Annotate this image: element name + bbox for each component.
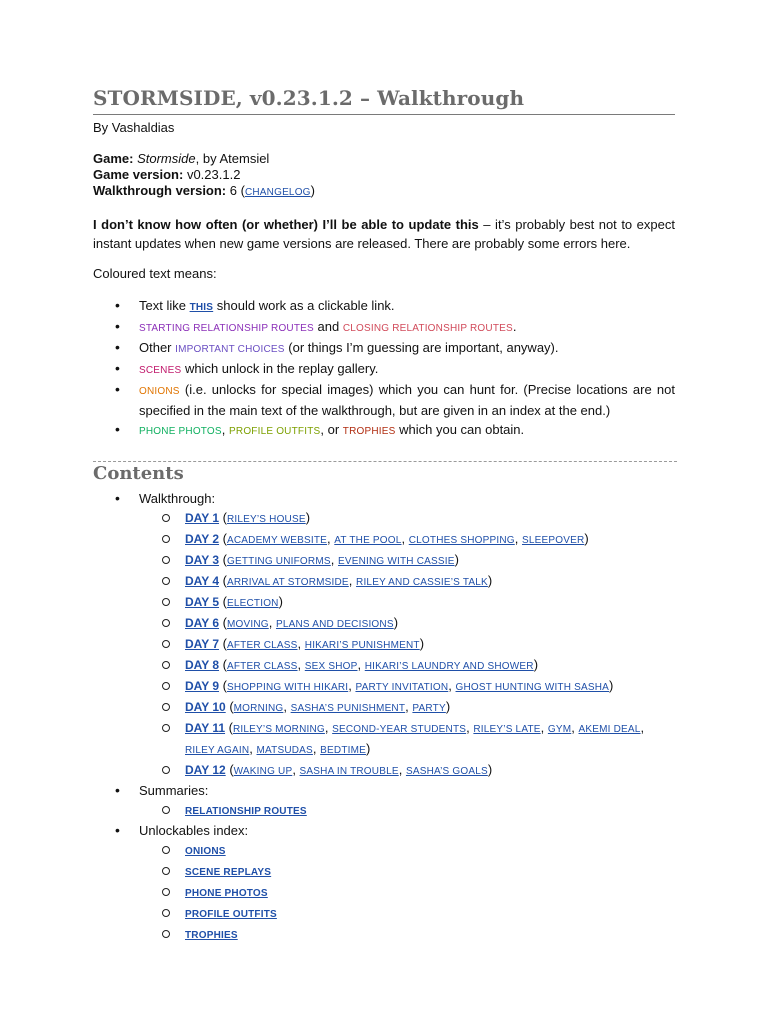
- scenes-label: SCENES: [139, 365, 182, 376]
- intro-paragraph: [93, 215, 675, 253]
- important-choices-label: IMPORTANT CHOICES: [175, 344, 285, 355]
- contents-heading: Contents: [93, 463, 184, 484]
- section-link[interactable]: SASHA IN TROUBLE: [299, 766, 399, 777]
- legend-item-links: [93, 296, 675, 317]
- document-title: STORMSIDE, v0.23.1.2 – Walkthrough: [93, 86, 675, 115]
- intro-bold: I don’t know how often (or whether) I’ll be able to update this: [93, 217, 479, 232]
- toc-unlockable-item: [139, 861, 675, 882]
- section-link[interactable]: RILEY AND CASSIE’S TALK: [356, 577, 488, 588]
- section-link[interactable]: MORNING: [233, 703, 284, 714]
- legend-item-routes: [93, 317, 675, 338]
- unlockable-link[interactable]: PHONE PHOTOS: [185, 888, 268, 899]
- day-link[interactable]: DAY 2: [185, 532, 220, 546]
- days-list: [139, 508, 675, 781]
- legend-text: and: [313, 319, 343, 334]
- phone-photos-label: PHONE PHOTOS: [139, 426, 222, 437]
- game-line: [93, 151, 315, 167]
- day-link[interactable]: DAY 6: [185, 616, 220, 630]
- walkthrough-version-line: Walkthrough version: 6 (CHANGELOG): [93, 183, 315, 198]
- toc-day-item: DAY 10 (MORNING, SASHA’S PUNISHMENT, PARTY): [139, 697, 675, 718]
- unlockable-link[interactable]: PROFILE OUTFITS: [185, 909, 277, 920]
- closing-routes-label: CLOSING RELATIONSHIP ROUTES: [342, 323, 513, 334]
- day-link[interactable]: DAY 7: [185, 637, 220, 651]
- toc-summary-item: [139, 800, 675, 821]
- toc-unlockable-item: [139, 840, 675, 861]
- day-link[interactable]: DAY 1: [185, 511, 220, 525]
- day-link[interactable]: DAY 5: [185, 595, 220, 609]
- day-link[interactable]: DAY 3: [185, 553, 220, 567]
- section-link[interactable]: MOVING: [226, 619, 269, 630]
- day-link[interactable]: DAY 10: [185, 700, 226, 714]
- section-link[interactable]: AFTER CLASS: [226, 661, 298, 672]
- coloured-text-heading: Coloured text means:: [93, 266, 217, 281]
- toc-day-item: DAY 11 (RILEY’S MORNING, SECOND-YEAR STUDENTS, RILEY’S LATE, GYM, AKEMI DEAL, RILEY AGAIN, MATSUDAS, BEDTIME): [139, 718, 675, 760]
- game-label: Game:: [93, 151, 134, 166]
- author-line: By Vashaldias: [93, 120, 175, 135]
- section-link[interactable]: SASHA’S PUNISHMENT: [290, 703, 406, 714]
- legend-text: should work as a clickable link.: [213, 298, 395, 313]
- legend-text: Text like: [139, 298, 190, 313]
- section-divider: [93, 461, 677, 462]
- section-link[interactable]: GHOST HUNTING WITH SASHA: [455, 682, 610, 693]
- walkthrough-version-value: 6: [229, 183, 237, 198]
- section-link[interactable]: GETTING UNIFORMS: [226, 556, 331, 567]
- day-link[interactable]: DAY 8: [185, 658, 220, 672]
- trophies-label: TROPHIES: [342, 426, 396, 437]
- this-link[interactable]: THIS: [189, 302, 214, 313]
- day-link[interactable]: DAY 11: [185, 721, 226, 735]
- section-link[interactable]: PARTY INVITATION: [355, 682, 449, 693]
- profile-outfits-label: PROFILE OUTFITS: [229, 426, 321, 437]
- starting-routes-label: STARTING RELATIONSHIP ROUTES: [139, 323, 314, 334]
- section-link[interactable]: EVENING WITH CASSIE: [337, 556, 455, 567]
- legend-text: Other: [139, 340, 176, 355]
- game-author: , by Atemsiel: [195, 151, 270, 166]
- onions-label: ONIONS: [139, 386, 180, 397]
- legend-text: which unlock in the replay gallery.: [181, 361, 379, 376]
- section-link[interactable]: PARTY: [412, 703, 446, 714]
- game-version-value: v0.23.1.2: [186, 167, 241, 182]
- toc-day-item: DAY 12 (WAKING UP, SASHA IN TROUBLE, SASHA’S GOALS): [139, 760, 675, 781]
- walkthrough-version-label: Walkthrough version:: [93, 183, 227, 198]
- section-link[interactable]: RILEY AGAIN: [185, 745, 250, 756]
- section-link[interactable]: ARRIVAL AT STORMSIDE: [226, 577, 349, 588]
- section-link[interactable]: GYM: [547, 724, 572, 735]
- legend-text: ,: [221, 422, 230, 437]
- toc-summaries: [93, 781, 675, 821]
- legend-item-choices: [93, 338, 675, 359]
- section-link[interactable]: CLOTHES SHOPPING: [408, 535, 515, 546]
- game-name: Stormside: [137, 151, 196, 166]
- day-link[interactable]: DAY 12: [185, 763, 226, 777]
- section-link[interactable]: MATSUDAS: [256, 745, 313, 756]
- section-link[interactable]: WAKING UP: [233, 766, 293, 777]
- toc-day-item: DAY 1 (RILEY’S HOUSE): [139, 508, 675, 529]
- section-link[interactable]: ELECTION: [226, 598, 279, 609]
- day-link[interactable]: DAY 4: [185, 574, 220, 588]
- section-link[interactable]: RILEY’S HOUSE: [226, 514, 306, 525]
- unlockable-link[interactable]: ONIONS: [185, 846, 226, 857]
- toc-unlockable-item: [139, 924, 675, 945]
- section-link[interactable]: AFTER CLASS: [226, 640, 298, 651]
- toc-day-item: DAY 2 (ACADEMY WEBSITE, AT THE POOL, CLOTHES SHOPPING, SLEEPOVER): [139, 529, 675, 550]
- summaries-list: [139, 800, 675, 821]
- section-link[interactable]: AKEMI DEAL: [578, 724, 641, 735]
- section-link[interactable]: AT THE POOL: [334, 535, 402, 546]
- toc-day-item: DAY 9 (SHOPPING WITH HIKARI, PARTY INVITATION, GHOST HUNTING WITH SASHA): [139, 676, 675, 697]
- legend-text: .: [512, 319, 517, 334]
- legend-text: , or: [320, 422, 343, 437]
- colour-legend-list: [93, 296, 675, 441]
- toc-day-item: DAY 5 (ELECTION): [139, 592, 675, 613]
- section-link[interactable]: RILEY’S LATE: [473, 724, 541, 735]
- summaries-label: Summaries:: [139, 783, 209, 798]
- unlockables-label: Unlockables index:: [139, 823, 249, 838]
- toc-day-item: DAY 3 (GETTING UNIFORMS, EVENING WITH CASSIE): [139, 550, 675, 571]
- legend-text: (i.e. unlocks for special images) which you can hunt for. (Precise locations are not specified in the main text of the walkthrough, but are given in an index at the end.): [139, 382, 675, 418]
- game-version-label: Game version:: [93, 167, 184, 182]
- toc-day-item: DAY 6 (MOVING, PLANS AND DECISIONS): [139, 613, 675, 634]
- changelog-link[interactable]: CHANGELOG: [244, 187, 311, 198]
- section-link[interactable]: HIKARI’S PUNISHMENT: [304, 640, 420, 651]
- legend-item-scenes: [93, 359, 675, 380]
- section-link[interactable]: SEX SHOP: [304, 661, 358, 672]
- walkthrough-label: Walkthrough:: [139, 491, 216, 506]
- section-link[interactable]: ACADEMY WEBSITE: [226, 535, 328, 546]
- toc-unlockable-item: [139, 882, 675, 903]
- legend-text: (or things I’m guessing are important, anyway).: [284, 340, 559, 355]
- toc-unlockables: [93, 821, 675, 945]
- unlockable-link[interactable]: SCENE REPLAYS: [185, 867, 272, 878]
- toc-day-item: DAY 7 (AFTER CLASS, HIKARI’S PUNISHMENT): [139, 634, 675, 655]
- section-link[interactable]: SHOPPING WITH HIKARI: [226, 682, 349, 693]
- toc-walkthrough: [93, 489, 675, 781]
- unlockables-list: [139, 840, 675, 945]
- game-version-line: [93, 167, 315, 183]
- section-link[interactable]: PLANS AND DECISIONS: [275, 619, 394, 630]
- section-link[interactable]: SLEEPOVER: [521, 535, 585, 546]
- unlockable-link[interactable]: TROPHIES: [185, 930, 238, 941]
- section-link[interactable]: SECOND-YEAR STUDENTS: [332, 724, 467, 735]
- toc-unlockable-item: [139, 903, 675, 924]
- legend-text: which you can obtain.: [395, 422, 525, 437]
- legend-item-onions: [93, 380, 675, 420]
- day-link[interactable]: DAY 9: [185, 679, 220, 693]
- section-link[interactable]: SASHA’S GOALS: [405, 766, 488, 777]
- summary-link[interactable]: RELATIONSHIP ROUTES: [185, 806, 307, 817]
- section-link[interactable]: HIKARI’S LAUNDRY AND SHOWER: [364, 661, 534, 672]
- toc-day-item: DAY 4 (ARRIVAL AT STORMSIDE, RILEY AND CASSIE’S TALK): [139, 571, 675, 592]
- section-link[interactable]: BEDTIME: [320, 745, 367, 756]
- section-link[interactable]: RILEY’S MORNING: [233, 724, 325, 735]
- intro-rest: – it’s probably best not to expect instant updates when new game versions are released. There are probably some errors here.: [93, 217, 675, 251]
- legend-item-unlockables: [93, 420, 675, 441]
- metadata-block: [93, 151, 315, 201]
- table-of-contents: [93, 489, 675, 945]
- toc-day-item: DAY 8 (AFTER CLASS, SEX SHOP, HIKARI’S LAUNDRY AND SHOWER): [139, 655, 675, 676]
